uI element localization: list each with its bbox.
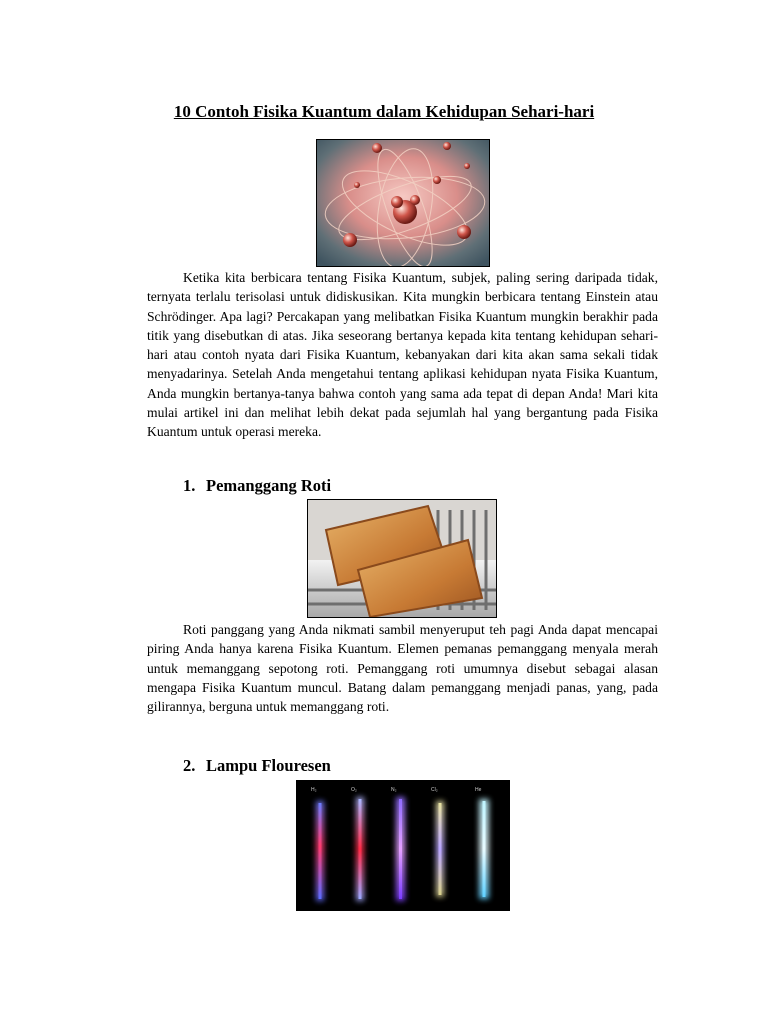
- tube-label: O₂: [351, 787, 357, 793]
- section-heading-fluorescent: [183, 756, 331, 776]
- section-title: Pemanggang Roti: [206, 476, 332, 495]
- atom-illustration: [317, 140, 489, 266]
- toaster-paragraph: Roti panggang yang Anda nikmati sambil menyeruput teh pagi Anda dapat mencapai piring Anda hanya karena Fisika Kuantum. Elemen pemanas pemanggang menyala merah untuk memanggang sepotong roti. Pemanggang roti umumnya disebut sebagai alasan mengapa Fisika Kuantum muncul. Batang dalam pemanggang menjadi panas, yang, pada gilirannya, berguna untuk memanggang roti.: [147, 622, 658, 715]
- page-title: 10 Contoh Fisika Kuantum dalam Kehidupan Sehari-hari: [173, 102, 595, 121]
- tube-label: Cl₂: [431, 787, 438, 793]
- atom-image: [316, 139, 490, 267]
- section-title: Lampu Flouresen: [206, 756, 331, 775]
- tube-label: N₂: [391, 787, 397, 793]
- fluorescent-tubes-image: [296, 780, 510, 911]
- tube-label: He: [475, 787, 482, 793]
- section-number: 2.: [183, 756, 196, 775]
- tube-label: H₂: [311, 787, 317, 793]
- section-number: 1.: [183, 476, 196, 495]
- intro-paragraph: Ketika kita berbicara tentang Fisika Kuantum, subjek, paling sering daripada tidak, ternyata terlalu terisolasi untuk didiskusikan. Kita mungkin berbicara tentang Einstein atau Schrödinger. Apa lagi? Percakapan yang melibatkan Fisika Kuantum mungkin berakhir pada titik yang disebutkan di atas. Jika seseorang bertanya kepada kita tentang kehidupan sehari-hari atau contoh nyata dari Fisika Kuantum, kebanyakan dari kita akan sama sekali tidak menyadarinya. Setelah Anda mengetahui tentang aplikasi kehidupan nyata Fisika Kuantum, Anda mungkin bertanya-tanya bahwa contoh yang sama ada tepat di depan Anda! Mari kita mulai artikel ini dan melihat lebih dekat pada sejumlah hal yang bergantung pada Fisika Kuantum untuk operasi mereka.: [147, 270, 658, 440]
- toaster-image: [307, 499, 497, 618]
- section-heading-toaster: [183, 476, 331, 496]
- toast-illustration: [308, 500, 496, 617]
- gas-tubes-illustration: [297, 781, 509, 910]
